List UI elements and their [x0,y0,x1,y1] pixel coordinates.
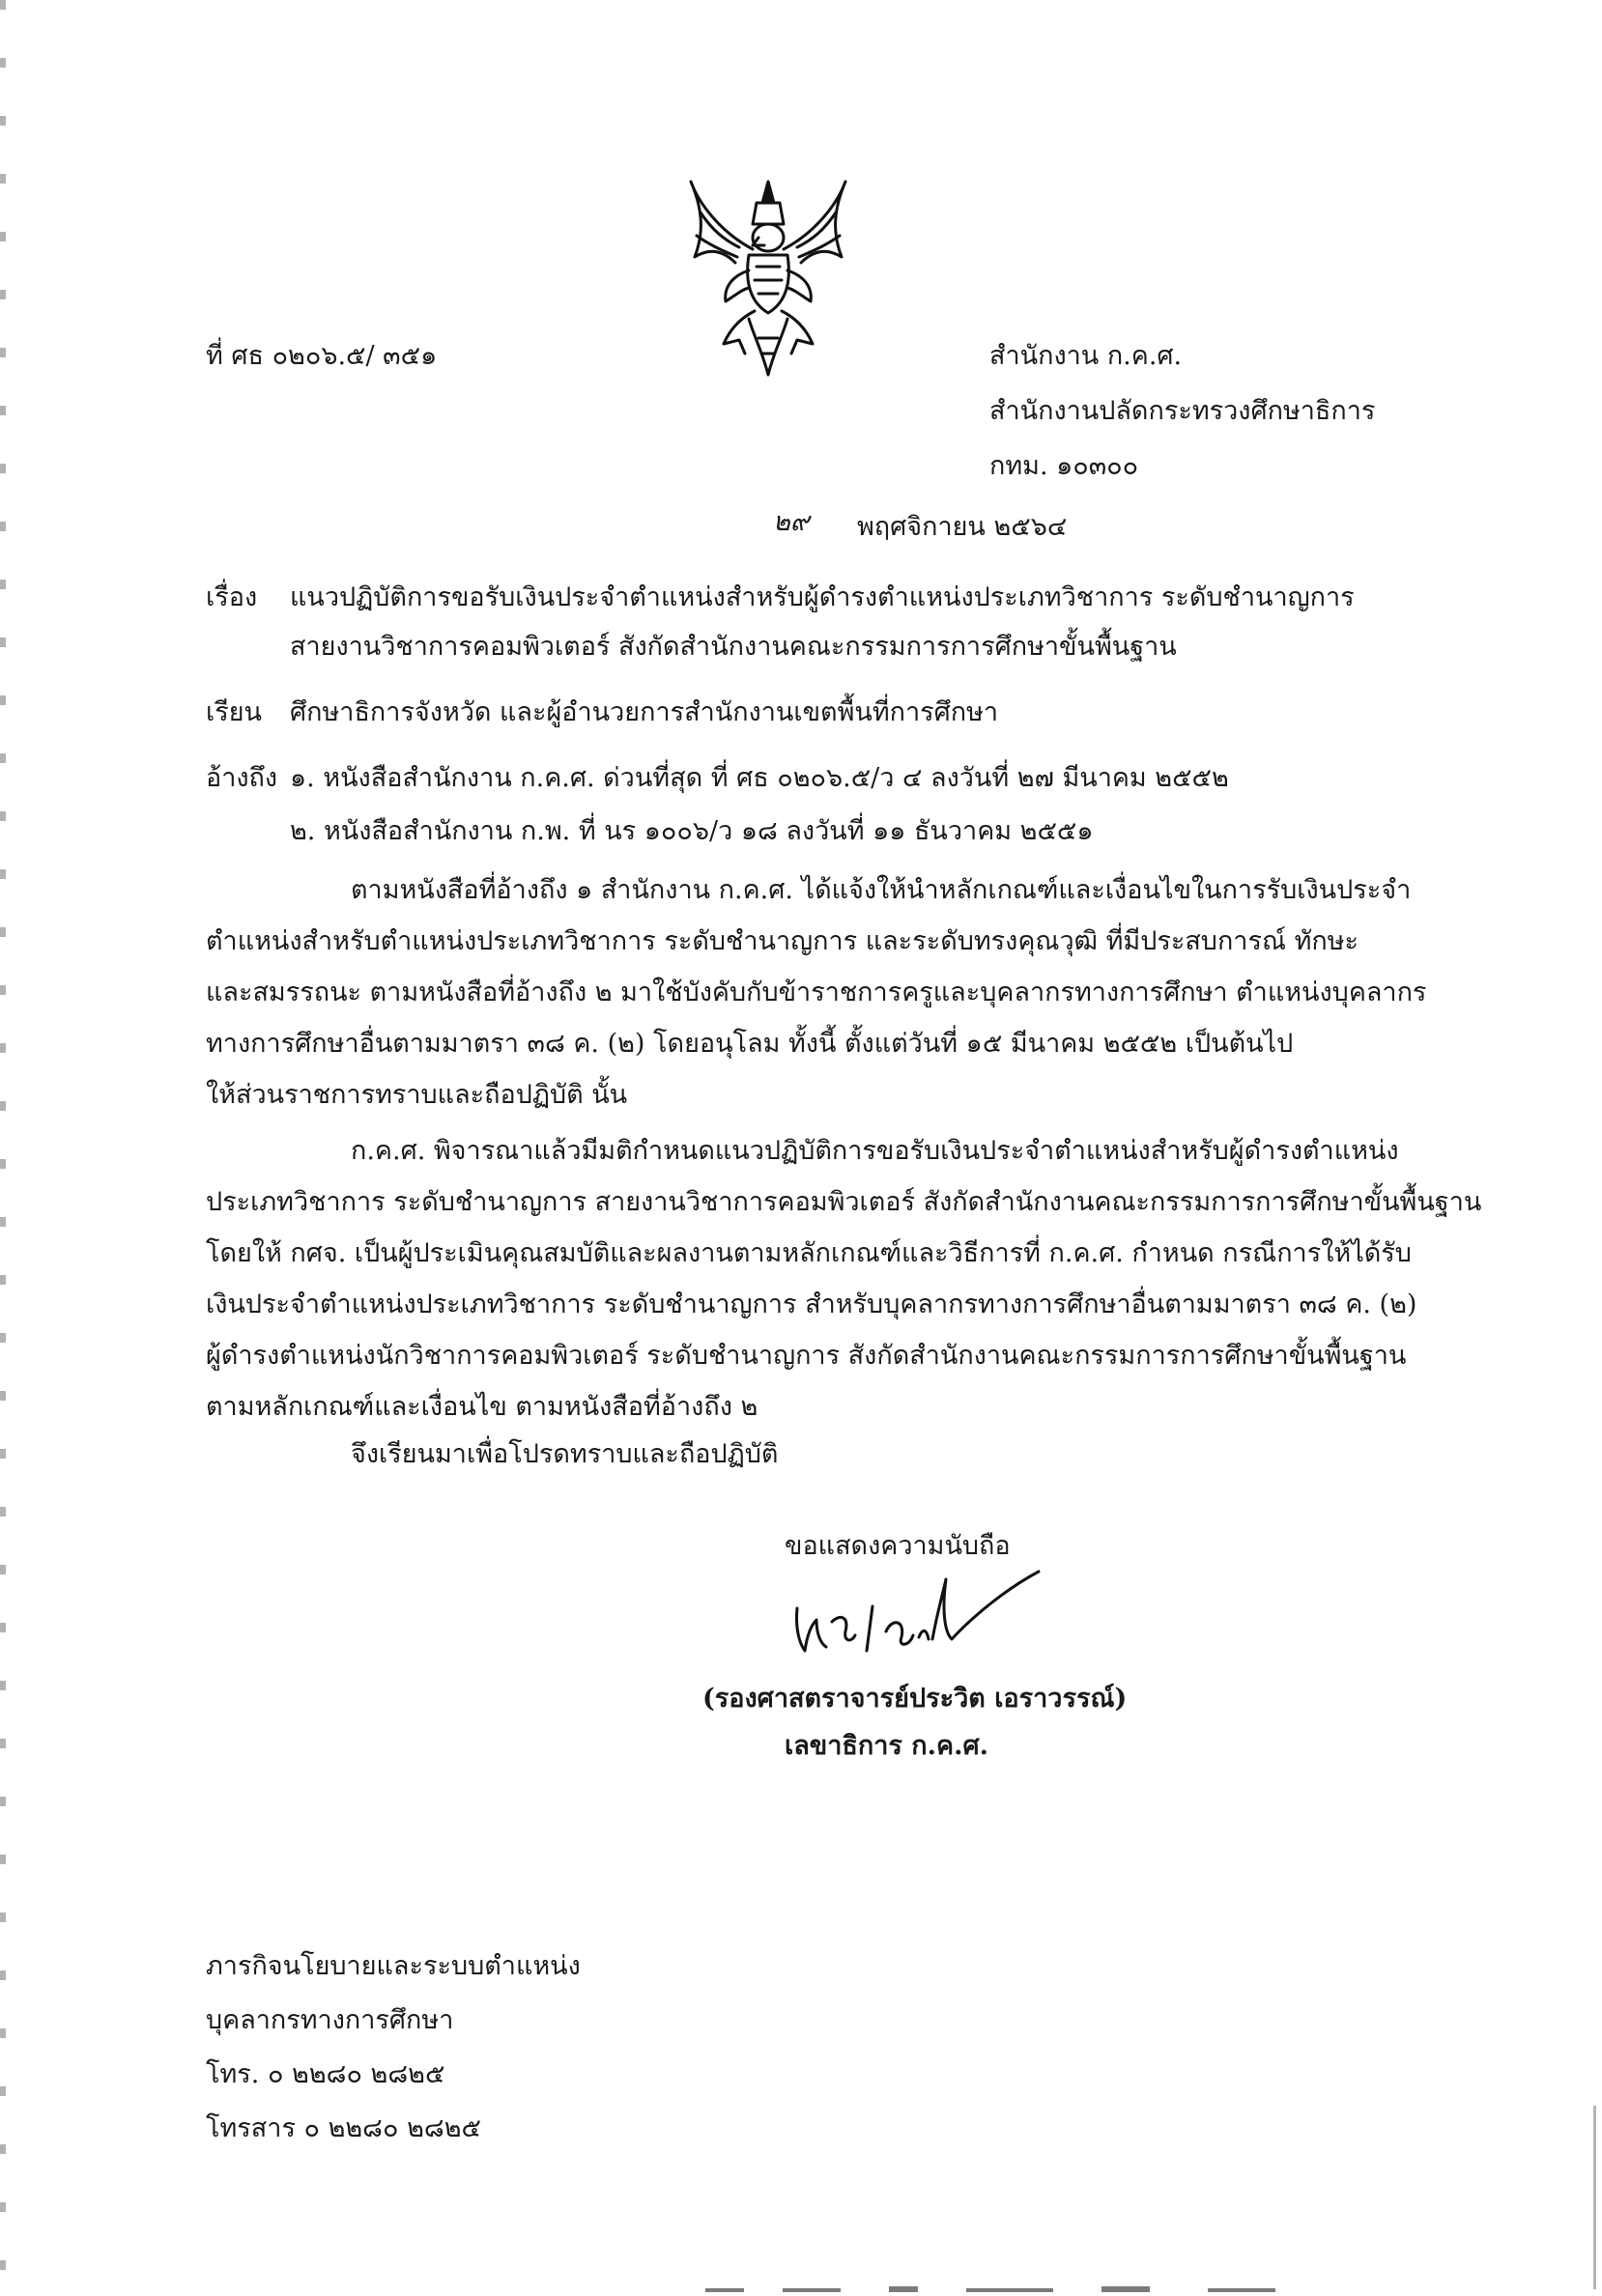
office-line: สำนักงาน ก.ค.ศ. [989,341,1183,371]
office-line: กทม. ๑๐๓๐๐ [989,451,1139,481]
date-month-year: พฤศจิกายน ๒๕๖๔ [857,512,1068,542]
subject-line: สายงานวิชาการคอมพิวเตอร์ สังกัดสำนักงานคณะกรรมการการศึกษาขั้นพื้นฐาน [290,632,1177,662]
recipient-label: เรียน [206,697,263,727]
office-line: สำนักงานปลัดกระทรวงศึกษาธิการ [989,396,1376,426]
paragraph-line: และสมรรถนะ ตามหนังสือที่อ้างถึง ๒ มาใช้บังคับกับข้าราชการครูและบุคลากรทางการศึกษา ตำแหน่งบุคลากร [206,978,1427,1007]
salutation: ขอแสดงความนับถือ [785,1531,1011,1561]
date-day-handwritten: ๒๙ [773,507,810,537]
recipient-text: ศึกษาธิการจังหวัด และผู้อำนวยการสำนักงานเขตพื้นที่การศึกษา [290,697,999,727]
footer-line: บุคลากรทางการศึกษา [206,2005,454,2035]
footer-line: โทรสาร ๐ ๒๒๘๐ ๒๘๒๕ [206,2113,481,2143]
scan-border-artifact [0,0,6,2296]
handwritten-signature-icon [778,1550,1048,1666]
paragraph-line: ก.ค.ศ. พิจารณาแล้วมีมติกำหนดแนวปฏิบัติการขอรับเงินประจำตำแหน่งสำหรับผู้ดำรงตำแหน่ง [351,1136,1399,1166]
paragraph-line: ตามหลักเกณฑ์และเงื่อนไข ตามหนังสือที่อ้างถึง ๒ [206,1392,758,1422]
garuda-emblem-icon [681,174,855,382]
body-paragraph-1 [206,865,1433,1120]
reference-item: ๑. หนังสือสำนักงาน ก.ค.ศ. ด่วนที่สุด ที่ ศธ ๐๒๐๖.๕/ว ๔ ลงวันที่ ๒๗ มีนาคม ๒๕๕๒ [290,763,1229,793]
references-label: อ้างถึง [206,763,278,793]
signatory-position: เลขาธิการ ก.ค.ศ. [785,1731,989,1761]
paragraph-line: ทางการศึกษาอื่นตามมาตรา ๓๘ ค. (๒) โดยอนุโลม ทั้งนี้ ตั้งแต่วันที่ ๑๕ มีนาคม ๒๕๕๒ เป็นต้นไป [206,1029,1294,1059]
footer-line: ภารกิจนโยบายและระบบตำแหน่ง [206,1951,581,1981]
reference-item: ๒. หนังสือสำนักงาน ก.พ. ที่ นร ๑๐๐๖/ว ๑๘ ลงวันที่ ๑๑ ธันวาคม ๒๕๕๑ [290,816,1094,846]
signatory-name: (รองศาสตราจารย์ประวิต เอราวรรณ์) [702,1684,1128,1714]
paragraph-line: ให้ส่วนราชการทราบและถือปฏิบัติ นั้น [206,1080,628,1110]
subject-line: แนวปฏิบัติการขอรับเงินประจำตำแหน่งสำหรับผู้ดำรงตำแหน่งประเภทวิชาการ ระดับชำนาญการ [290,582,1355,612]
scan-border-artifact-right [1593,2106,1596,2289]
paragraph-line: ประเภทวิชาการ ระดับชำนาญการ สายงานวิชาการคอมพิวเตอร์ สังกัดสำนักงานคณะกรรมการการศึกษาขั้นพื้นฐาน [206,1187,1482,1217]
paragraph-line: ตำแหน่งสำหรับตำแหน่งประเภทวิชาการ ระดับชำนาญการ และระดับทรงคุณวุฒิ ที่มีประสบการณ์ ทักษะ [206,926,1359,956]
paragraph-line: ตามหนังสือที่อ้างถึง ๑ สำนักงาน ก.ค.ศ. ได้แจ้งให้นำหลักเกณฑ์และเงื่อนไขในการรับเงินประจำ [351,875,1412,905]
paragraph-line: โดยให้ กศจ. เป็นผู้ประเมินคุณสมบัติและผลงานตามหลักเกณฑ์และวิธีการที่ ก.ค.ศ. กำหนด กรณีการให้ได้รับ [206,1238,1412,1268]
paragraph-line: เงินประจำตำแหน่งประเภทวิชาการ ระดับชำนาญการ สำหรับบุคลากรทางการศึกษาอื่นตามมาตรา ๓๘ ค. (๒) [206,1290,1417,1319]
subject-label: เรื่อง [206,582,258,612]
footer-line: โทร. ๐ ๒๒๘๐ ๒๘๒๕ [206,2059,445,2089]
body-paragraph-2 [206,1125,1482,1432]
paragraph-line: ผู้ดำรงตำแหน่งนักวิชาการคอมพิวเตอร์ ระดับชำนาญการ สังกัดสำนักงานคณะกรรมการการศึกษาขั้นพื้นฐาน [206,1341,1407,1371]
document-number: ที่ ศธ ๐๒๐๖.๕/ ๓๕๑ [206,341,438,371]
closing-line: จึงเรียนมาเพื่อโปรดทราบและถือปฏิบัติ [351,1439,779,1469]
bottom-cutoff-artifact [705,2282,1382,2295]
